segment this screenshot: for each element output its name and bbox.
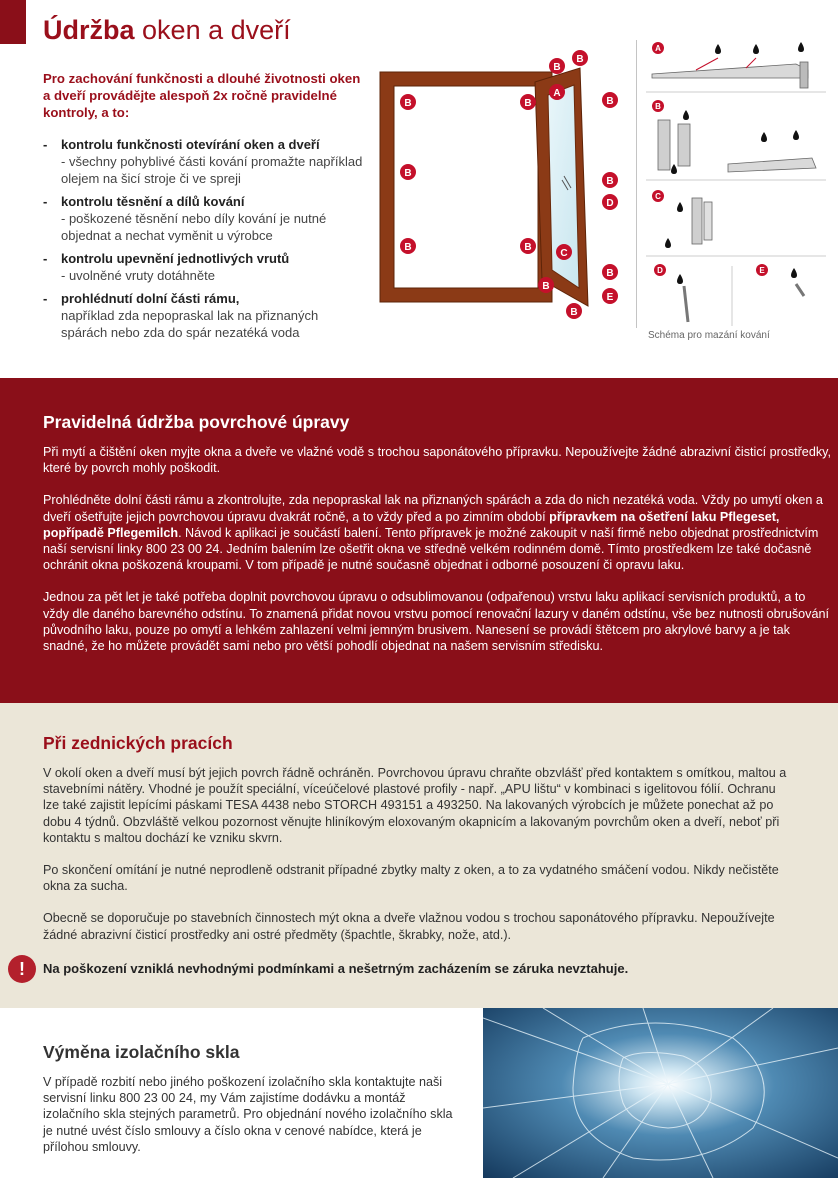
oil-drop-icon [665,238,671,248]
marker-C [556,244,572,260]
oil-drop-icon [753,44,759,54]
page-title: Údržba oken a dveří [43,15,291,45]
svg-text:D: D [606,198,614,209]
svg-text:B: B [404,98,412,109]
svg-text:B: B [542,281,550,292]
marker-B [520,238,536,254]
corner-accent [0,0,26,44]
svg-text:B: B [655,102,661,111]
paragraph: Po skončení omítání je nutné neprodleně odstranit případné zbytky malty z oken, a to za vydatného smáčení vodou. Nikdy nečistěte okna za sucha. [43,863,779,894]
list-item-heading: prohlédnutí dolní části rámu, [61,291,240,306]
list-item-detail: - poškozené těsnění nebo díly kování je nutné objednat a nechat vyměnit u výrobce [61,211,327,243]
svg-text:B: B [606,268,614,279]
list-item-heading: kontrolu těsnění a dílů kování [61,194,245,209]
paragraph: Jednou za pět let je také potřeba doplnit povrchovou úpravu o odsublimovanou (odpařenou) vrstvu laku aplikací servisních produktů, a to vždy dle daného barevného odstínu. To znamená přidat novou vrstvu pomocí renovační lazury v daném odstínu, vše bez nutnosti obrušování původního laku, pouze po omytí a lehkém zahlazení velmi jemným brusivem. Nanesení se provádí štětcem pro akrylové barvy a je tak snadné, že ho můžete provádět sami nebo pro větší pohodlí objednat na našem servisním středisku. [43,590,829,654]
list-item-heading: kontrolu funkčnosti otevírání oken a dveří [61,137,320,152]
svg-text:B: B [570,307,578,318]
paragraph: Při mytí a čištění oken myjte okna a dveře ve vlažné vodě s trochou saponátového přípravku. Nepoužívejte žádné abrazivní čisticí prostředky, které by povrch mohly poškodit. [43,445,831,476]
marker-B [538,277,554,293]
oil-drop-icon [715,44,721,54]
panel-E [756,264,804,296]
section-title: Při zednických pracích [43,733,233,753]
marker-B [572,50,588,66]
paragraph: Obecně se doporučuje po stavebních činnostech mýt okna a dveře vlažnou vodou s trochou saponátového přípravku. Nepoužívejte žádné abrazivní čisticí prostředky ani ostré předměty (špachtle, škrabky, nože, atd.). [43,911,775,942]
warning-icon: ! [8,955,36,983]
marker-B [566,303,582,319]
svg-text:A: A [655,44,661,53]
marker-D [602,194,618,210]
warning-text: Na poškození vzniklá nevhodnými podmínkami a nešetrným zacházením se záruka nevztahuje. [43,961,629,976]
svg-text:B: B [404,242,412,253]
marker-B [602,92,618,108]
svg-text:B: B [606,176,614,187]
list-item-detail: - všechny pohyblivé části kování promažte například olejem na šicí stroje či ve spreji [61,154,363,186]
oil-drop-icon [671,164,677,174]
svg-text:B: B [524,98,532,109]
list-dash: - [43,137,48,152]
svg-text:E: E [759,266,765,275]
oil-drop-icon [761,132,767,142]
list-item-detail: - uvolněné vruty dotáhněte [61,268,215,283]
panel-A [652,42,808,88]
paragraph: Prohlédněte dolní části rámu a zkontrolujte, zda nepopraskal lak na přiznaných spárách a zda do nich nezatéká voda. Vždy po umytí oken a dveří ošetřujte jejich povrchovou úpravu dvakrát ročně, a to vždy před a po zimním období přípravkem na ošetření laku Pflegeset, popřípadě Pflegemilch. Návod k aplikaci je součástí balení. Tento přípravek je možné zakoupit v naší firmě nebo objednat prostřednictvím naší servisní linky 800 23 00 24. Jedním balením lze ošetřit okna ve středně velkém rodinném domě. Tímto prostředkem lze také dočasně ochránit okna poškozená kroupami. V tom případě je nutné současně objednat i odborné posouzení či opravu laku. [43,493,823,573]
marker-B [602,172,618,188]
oil-drop-icon [798,42,804,52]
panel-D [654,264,688,322]
list-dash: - [43,291,48,306]
panel-C [652,190,712,248]
window-opening [394,86,538,288]
lubrication-schema [636,40,830,328]
marker-E [602,288,618,304]
list-dash: - [43,194,48,209]
marker-B [400,164,416,180]
oil-drop-icon [793,130,799,140]
section-body: V případě rozbití nebo jiného poškození izolačního skla kontaktujte naši servisní linku 800 23 00 24, my Vám zajistíme dodávku a montáž izolačního skla stejných parametrů. Pro objednání nového izolačního skla je nutné uvést číslo smlouvy a číslo okna v cenové nabídce, která je přílohou smlouvy. [43,1075,453,1154]
paragraph: V okolí oken a dveří musí být jejich povrch řádně ochráněn. Povrchovou úpravu chraňte obzvlášť před kontaktem s omítkou, maltou a stavebními nátěry. Vhodné je použít speciální, víceúčelové plastové profily - např. „APU lištu“ v kombinaci s igelitovou fólií. Ochranu lze také zajistit lepícími páskami TESA 4438 nebo STORCH 493151 a 493250. Na lakovaných výrobcích je můžete ponechat až po dobu 4 týdnů. Obzvláště velkou pozornost věnujte hliníkovým eloxovaným okapnicím a lakovaným povrchům oken a dveří, neboť při kontaktu s maltou dochází ke vzniku skvrn. [43,766,787,845]
marker-B [520,94,536,110]
product-name: přípravkem na ošetření laku Pflegeset, popřípadě Pflegemilch [43,509,780,540]
marker-A [549,84,565,100]
svg-text:B: B [553,62,561,73]
list-item [43,193,363,244]
svg-text:D: D [657,266,663,275]
svg-text:B: B [524,242,532,253]
broken-glass-image [483,1008,838,1178]
svg-text:B: B [404,168,412,179]
svg-text:E: E [606,292,614,303]
list-item [43,136,363,187]
marker-B [602,264,618,280]
section-body [43,444,833,670]
svg-text:C: C [655,192,661,201]
svg-text:B: B [606,96,614,107]
oil-drop-icon [791,268,797,278]
list-item [43,290,363,341]
section-body [43,765,793,959]
masonry-section [0,703,838,1008]
surface-maintenance-section [0,378,838,703]
svg-text:C: C [560,248,568,259]
list-item-heading: kontrolu upevnění jednotlivých vrutů [61,251,290,266]
marker-B [400,94,416,110]
intro-text: Pro zachování funkčnosti a dlouhé životnosti oken a dveří provádějte alespoň 2x ročně pravidelné kontroly, a to: [43,71,361,120]
list-dash: - [43,251,48,266]
oil-drop-icon [677,202,683,212]
section-title: Výměna izolačního skla [43,1042,240,1062]
list-item [43,250,363,284]
panel-B [652,100,816,174]
list-item-detail: například zda nepopraskal lak na přiznaných spárách nebo zda do spár nezatéká voda [61,308,319,340]
svg-text:A: A [553,88,561,99]
window-diagram [370,40,632,330]
oil-drop-icon [677,274,683,284]
oil-drop-icon [683,110,689,120]
svg-text:B: B [576,54,584,65]
section-title: Pravidelná údržba povrchové úpravy [43,412,350,432]
checklist [43,136,363,347]
marker-B [549,58,565,74]
schema-caption: Schéma pro mazání kování [648,330,770,341]
marker-B [400,238,416,254]
